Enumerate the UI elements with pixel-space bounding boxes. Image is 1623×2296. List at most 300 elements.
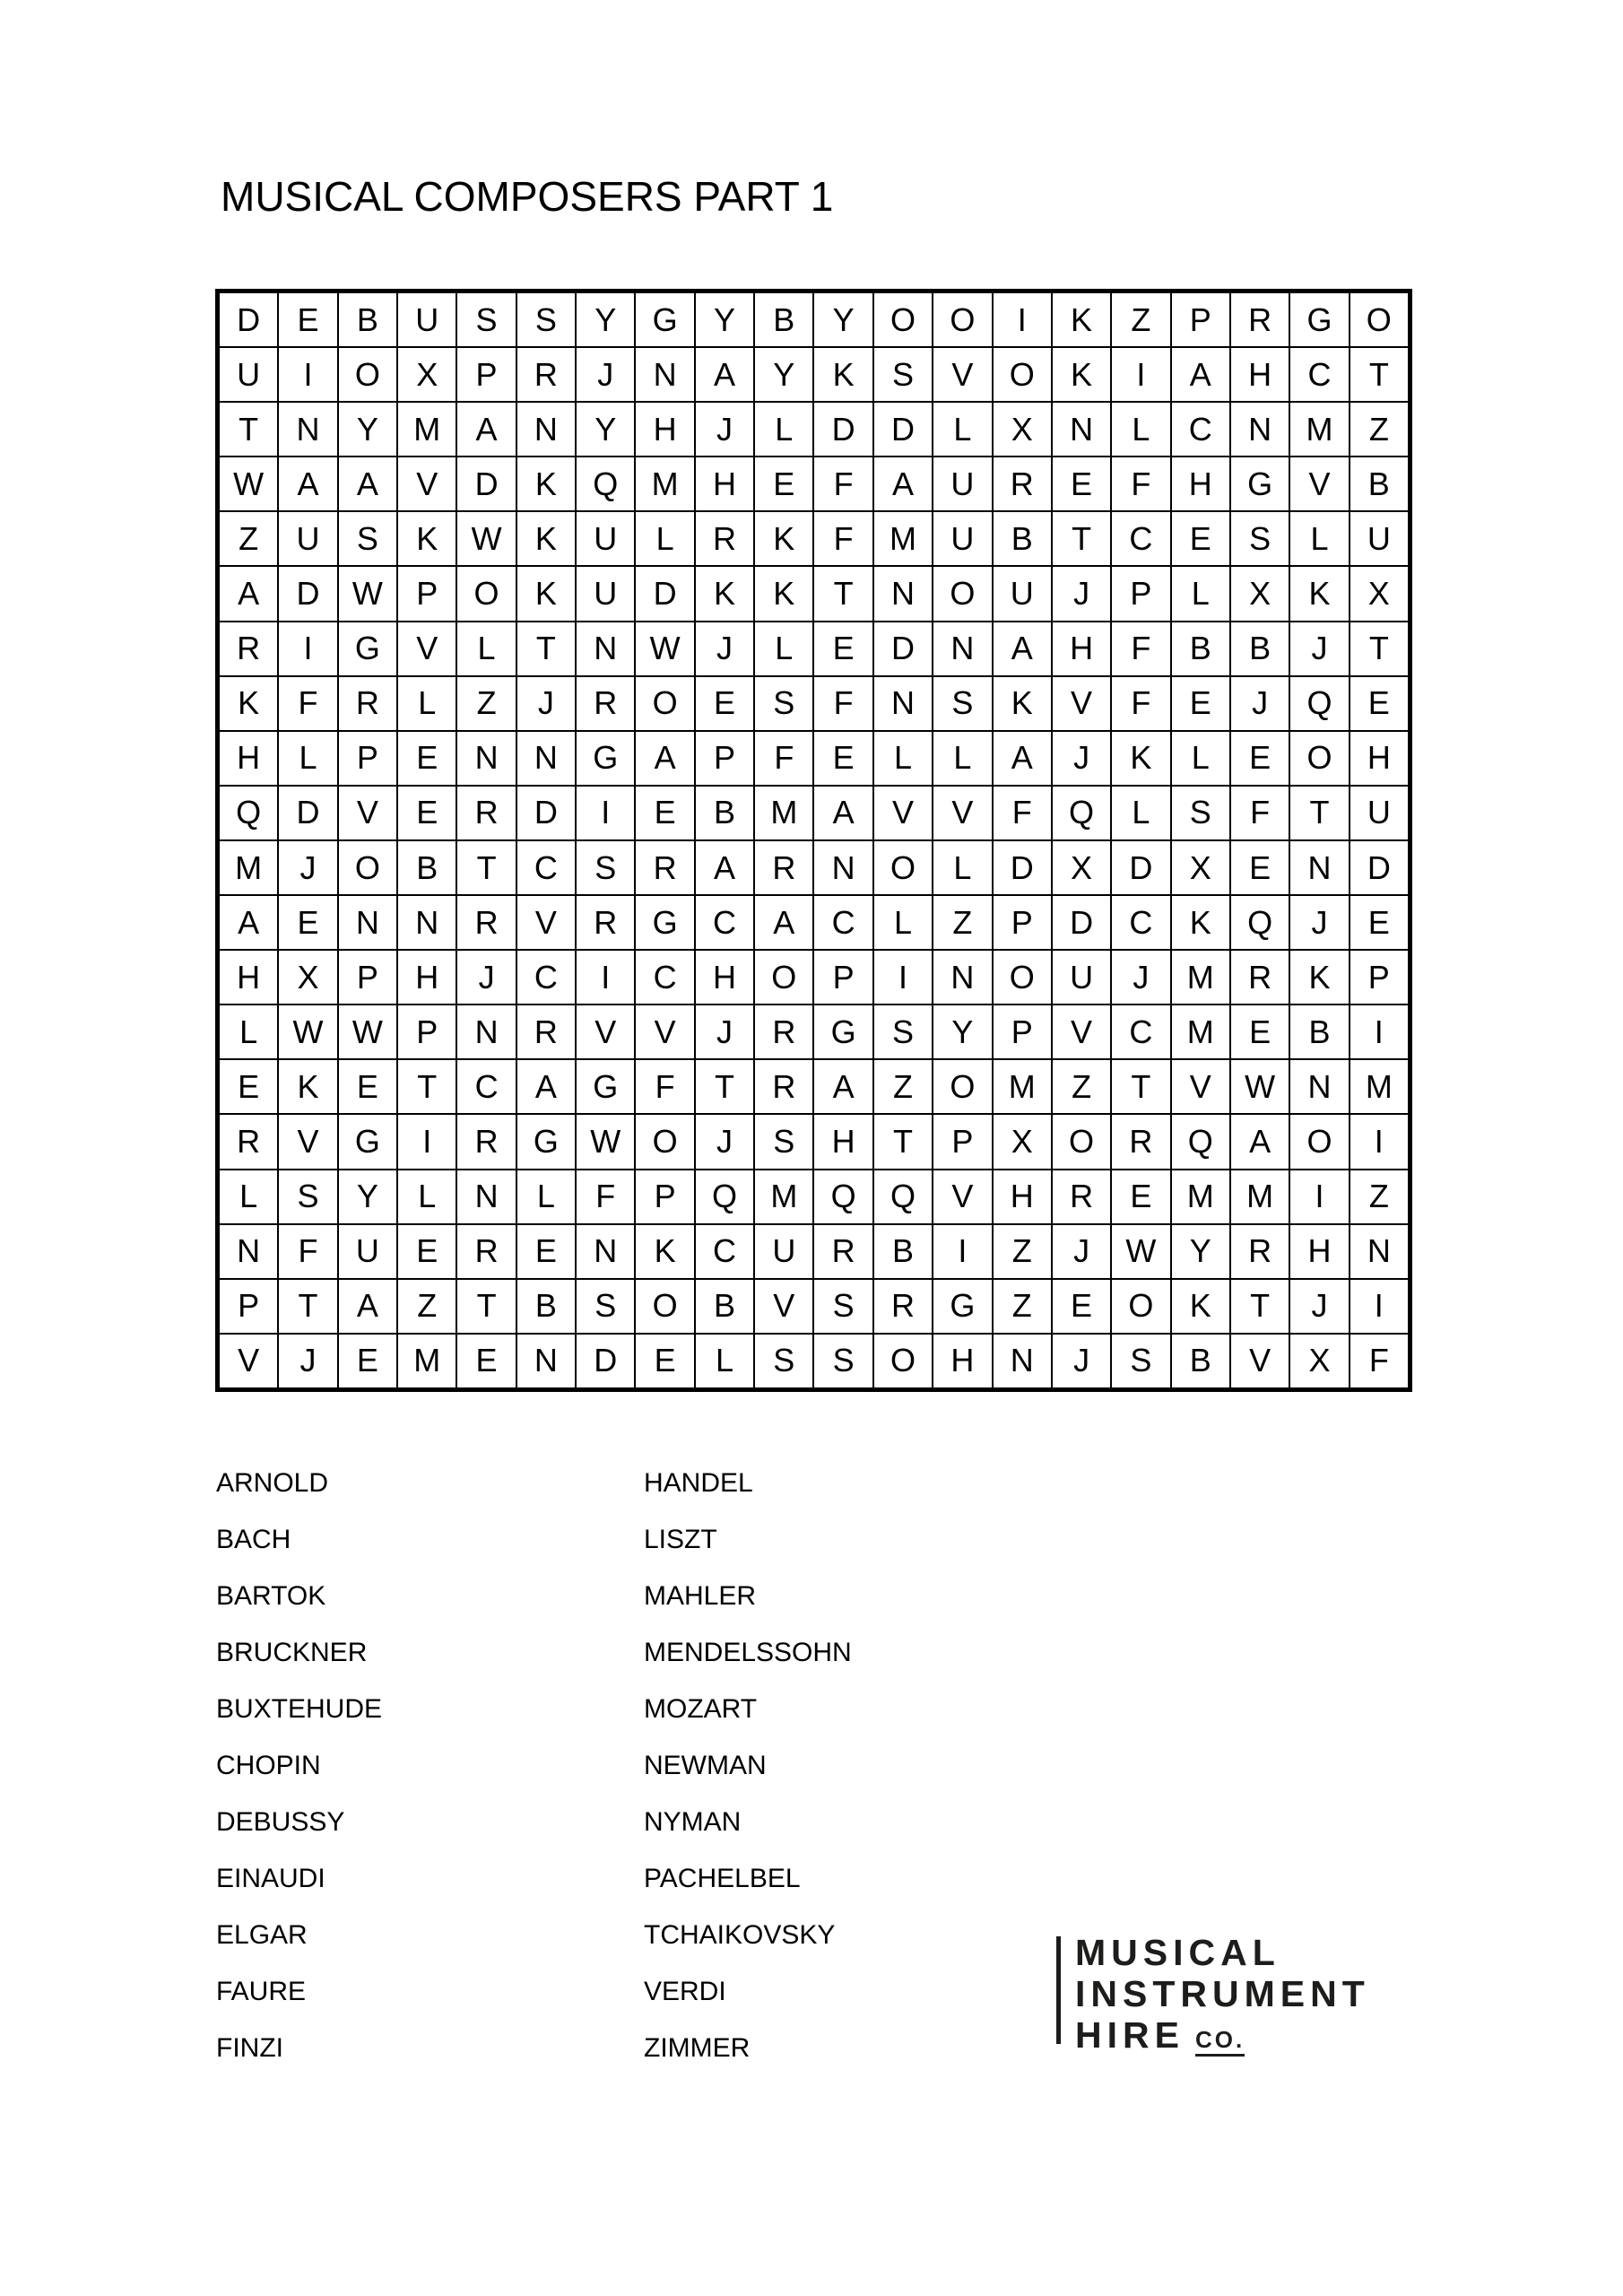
grid-cell-r14-c1: L: [220, 1005, 277, 1058]
grid-cell-r10-c10: M: [755, 787, 812, 839]
grid-cell-r14-c13: Y: [933, 1005, 991, 1058]
word-item-right-2: LISZT: [644, 1525, 717, 1554]
word-item-right-5: MOZART: [644, 1694, 758, 1724]
grid-cell-r7-c10: L: [755, 622, 812, 675]
grid-cell-r8-c9: E: [696, 677, 753, 730]
grid-cell-r1-c3: B: [339, 293, 396, 346]
grid-cell-r2-c3: O: [339, 348, 396, 401]
grid-cell-r17-c20: Z: [1350, 1170, 1408, 1223]
grid-cell-r2-c10: Y: [755, 348, 812, 401]
grid-cell-r7-c13: N: [933, 622, 991, 675]
grid-cell-r2-c16: I: [1112, 348, 1169, 401]
grid-cell-r12-c3: N: [339, 896, 396, 949]
grid-cell-r12-c16: C: [1112, 896, 1169, 949]
grid-cell-r10-c7: I: [577, 787, 634, 839]
grid-cell-r5-c2: U: [279, 512, 336, 565]
grid-cell-r20-c8: E: [636, 1335, 693, 1387]
word-item-right-3: MAHLER: [644, 1581, 757, 1611]
grid-cell-r11-c10: R: [755, 841, 812, 894]
grid-cell-r17-c1: L: [220, 1170, 277, 1223]
grid-cell-r10-c4: E: [398, 787, 456, 839]
grid-cell-r7-c1: R: [220, 622, 277, 675]
grid-cell-r9-c11: E: [814, 732, 872, 785]
grid-cell-r7-c15: H: [1053, 622, 1110, 675]
grid-cell-r18-c10: U: [755, 1225, 812, 1278]
grid-cell-r17-c17: M: [1172, 1170, 1229, 1223]
grid-cell-r20-c5: E: [457, 1335, 515, 1387]
grid-cell-r6-c16: P: [1112, 567, 1169, 620]
grid-cell-r3-c18: N: [1231, 403, 1289, 456]
grid-cell-r16-c20: I: [1350, 1115, 1408, 1168]
grid-cell-r9-c2: L: [279, 732, 336, 785]
grid-cell-r11-c19: N: [1290, 841, 1348, 894]
grid-cell-r12-c19: J: [1290, 896, 1348, 949]
grid-cell-r18-c19: H: [1290, 1225, 1348, 1278]
grid-cell-r1-c15: K: [1053, 293, 1110, 346]
grid-cell-r17-c18: M: [1231, 1170, 1289, 1223]
grid-cell-r10-c12: V: [874, 787, 932, 839]
grid-cell-r5-c12: M: [874, 512, 932, 565]
grid-cell-r15-c9: T: [696, 1060, 753, 1113]
grid-cell-r14-c8: V: [636, 1005, 693, 1058]
grid-cell-r10-c17: S: [1172, 787, 1229, 839]
grid-cell-r13-c11: P: [814, 951, 872, 1004]
grid-cell-r19-c16: O: [1112, 1280, 1169, 1333]
grid-cell-r19-c13: G: [933, 1280, 991, 1333]
grid-cell-r11-c8: R: [636, 841, 693, 894]
grid-cell-r19-c5: T: [457, 1280, 515, 1333]
grid-cell-r13-c14: O: [994, 951, 1051, 1004]
grid-cell-r16-c6: G: [517, 1115, 575, 1168]
grid-cell-r8-c17: E: [1172, 677, 1229, 730]
grid-cell-r2-c20: T: [1350, 348, 1408, 401]
grid-cell-r20-c13: H: [933, 1335, 991, 1387]
grid-cell-r2-c4: X: [398, 348, 456, 401]
grid-cell-r6-c20: X: [1350, 567, 1408, 620]
grid-cell-r18-c14: Z: [994, 1225, 1051, 1278]
grid-cell-r15-c14: M: [994, 1060, 1051, 1113]
word-item-left-11: FINZI: [216, 2033, 283, 2063]
grid-cell-r3-c4: M: [398, 403, 456, 456]
grid-cell-r10-c13: V: [933, 787, 991, 839]
grid-cell-r4-c18: G: [1231, 457, 1289, 510]
grid-cell-r5-c15: T: [1053, 512, 1110, 565]
grid-cell-r18-c3: U: [339, 1225, 396, 1278]
word-list-left: [216, 1455, 382, 2076]
grid-cell-r4-c10: E: [755, 457, 812, 510]
grid-cell-r20-c17: B: [1172, 1335, 1229, 1387]
grid-cell-r1-c2: E: [279, 293, 336, 346]
grid-cell-r6-c4: P: [398, 567, 456, 620]
grid-cell-r6-c2: D: [279, 567, 336, 620]
grid-cell-r10-c2: D: [279, 787, 336, 839]
word-item-right-8: PACHELBEL: [644, 1864, 801, 1893]
grid-cell-r9-c18: E: [1231, 732, 1289, 785]
grid-cell-r5-c5: W: [457, 512, 515, 565]
grid-cell-r15-c4: T: [398, 1060, 456, 1113]
grid-cell-r19-c8: O: [636, 1280, 693, 1333]
grid-cell-r4-c12: A: [874, 457, 932, 510]
grid-cell-r18-c9: C: [696, 1225, 753, 1278]
grid-cell-r4-c2: A: [279, 457, 336, 510]
grid-cell-r19-c20: I: [1350, 1280, 1408, 1333]
grid-cell-r20-c1: V: [220, 1335, 277, 1387]
grid-cell-r9-c14: A: [994, 732, 1051, 785]
grid-cell-r12-c11: C: [814, 896, 872, 949]
grid-cell-r3-c5: A: [457, 403, 515, 456]
grid-cell-r14-c12: S: [874, 1005, 932, 1058]
grid-cell-r7-c18: B: [1231, 622, 1289, 675]
grid-cell-r16-c19: O: [1290, 1115, 1348, 1168]
word-item-right-1: HANDEL: [644, 1468, 753, 1498]
grid-cell-r18-c11: R: [814, 1225, 872, 1278]
grid-cell-r15-c19: N: [1290, 1060, 1348, 1113]
grid-cell-r18-c18: R: [1231, 1225, 1289, 1278]
grid-cell-r18-c15: J: [1053, 1225, 1110, 1278]
grid-cell-r11-c7: S: [577, 841, 634, 894]
grid-cell-r10-c19: T: [1290, 787, 1348, 839]
grid-cell-r15-c13: O: [933, 1060, 991, 1113]
grid-cell-r3-c20: Z: [1350, 403, 1408, 456]
grid-cell-r12-c6: V: [517, 896, 575, 949]
grid-cell-r14-c4: P: [398, 1005, 456, 1058]
grid-cell-r13-c18: R: [1231, 951, 1289, 1004]
grid-cell-r4-c6: K: [517, 457, 575, 510]
word-item-left-6: CHOPIN: [216, 1751, 321, 1780]
grid-cell-r12-c17: K: [1172, 896, 1229, 949]
grid-cell-r2-c15: K: [1053, 348, 1110, 401]
word-item-left-7: DEBUSSY: [216, 1807, 345, 1837]
grid-cell-r10-c18: F: [1231, 787, 1289, 839]
grid-cell-r13-c7: I: [577, 951, 634, 1004]
grid-cell-r15-c11: A: [814, 1060, 872, 1113]
grid-cell-r3-c7: Y: [577, 403, 634, 456]
grid-cell-r15-c16: T: [1112, 1060, 1169, 1113]
grid-cell-r13-c4: H: [398, 951, 456, 1004]
grid-cell-r17-c16: E: [1112, 1170, 1169, 1223]
grid-cell-r14-c15: V: [1053, 1005, 1110, 1058]
grid-cell-r8-c6: J: [517, 677, 575, 730]
grid-cell-r8-c14: K: [994, 677, 1051, 730]
grid-cell-r11-c20: D: [1350, 841, 1408, 894]
grid-cell-r13-c8: C: [636, 951, 693, 1004]
grid-cell-r5-c16: C: [1112, 512, 1169, 565]
grid-cell-r5-c8: L: [636, 512, 693, 565]
grid-cell-r18-c20: N: [1350, 1225, 1408, 1278]
grid-cell-r14-c6: R: [517, 1005, 575, 1058]
grid-cell-r18-c16: W: [1112, 1225, 1169, 1278]
grid-cell-r1-c1: D: [220, 293, 277, 346]
grid-cell-r14-c18: E: [1231, 1005, 1289, 1058]
grid-cell-r12-c9: C: [696, 896, 753, 949]
grid-cell-r9-c7: G: [577, 732, 634, 785]
grid-cell-r10-c6: D: [517, 787, 575, 839]
grid-cell-r17-c15: R: [1053, 1170, 1110, 1223]
grid-cell-r8-c20: E: [1350, 677, 1408, 730]
grid-cell-r18-c17: Y: [1172, 1225, 1229, 1278]
grid-cell-r18-c8: K: [636, 1225, 693, 1278]
grid-cell-r15-c17: V: [1172, 1060, 1229, 1113]
word-item-left-2: BACH: [216, 1525, 291, 1554]
grid-cell-r16-c7: W: [577, 1115, 634, 1168]
grid-cell-r19-c18: T: [1231, 1280, 1289, 1333]
grid-cell-r4-c16: F: [1112, 457, 1169, 510]
grid-cell-r13-c3: P: [339, 951, 396, 1004]
grid-cell-r15-c5: C: [457, 1060, 515, 1113]
logo-hire-label: HIRE: [1075, 2014, 1185, 2056]
grid-cell-r19-c9: B: [696, 1280, 753, 1333]
grid-cell-r12-c8: G: [636, 896, 693, 949]
grid-cell-r11-c4: B: [398, 841, 456, 894]
grid-cell-r7-c20: T: [1350, 622, 1408, 675]
grid-cell-r20-c16: S: [1112, 1335, 1169, 1387]
grid-cell-r12-c12: L: [874, 896, 932, 949]
grid-cell-r9-c4: E: [398, 732, 456, 785]
grid-cell-r18-c13: I: [933, 1225, 991, 1278]
grid-cell-r13-c17: M: [1172, 951, 1229, 1004]
grid-cell-r2-c2: I: [279, 348, 336, 401]
grid-cell-r10-c3: V: [339, 787, 396, 839]
grid-cell-r1-c20: O: [1350, 293, 1408, 346]
grid-cell-r1-c5: S: [457, 293, 515, 346]
grid-cell-r6-c6: K: [517, 567, 575, 620]
grid-cell-r19-c14: Z: [994, 1280, 1051, 1333]
logo-line-musical: MUSICAL: [1075, 1932, 1280, 1973]
grid-cell-r14-c19: B: [1290, 1005, 1348, 1058]
grid-cell-r16-c16: R: [1112, 1115, 1169, 1168]
grid-cell-r11-c6: C: [517, 841, 575, 894]
grid-cell-r9-c12: L: [874, 732, 932, 785]
grid-cell-r3-c10: L: [755, 403, 812, 456]
word-item-left-5: BUXTEHUDE: [216, 1694, 383, 1724]
grid-cell-r9-c8: A: [636, 732, 693, 785]
grid-cell-r17-c13: V: [933, 1170, 991, 1223]
grid-cell-r3-c15: N: [1053, 403, 1110, 456]
grid-cell-r3-c8: H: [636, 403, 693, 456]
grid-cell-r2-c5: P: [457, 348, 515, 401]
grid-cell-r6-c19: K: [1290, 567, 1348, 620]
grid-cell-r16-c2: V: [279, 1115, 336, 1168]
grid-cell-r20-c19: X: [1290, 1335, 1348, 1387]
grid-cell-r4-c8: M: [636, 457, 693, 510]
grid-cell-r15-c1: E: [220, 1060, 277, 1113]
grid-cell-r9-c9: P: [696, 732, 753, 785]
grid-cell-r2-c14: O: [994, 348, 1051, 401]
grid-cell-r10-c15: Q: [1053, 787, 1110, 839]
grid-cell-r2-c18: H: [1231, 348, 1289, 401]
word-item-right-9: TCHAIKOVSKY: [644, 1920, 836, 1950]
grid-cell-r16-c11: H: [814, 1115, 872, 1168]
grid-cell-r8-c13: S: [933, 677, 991, 730]
grid-cell-r3-c1: T: [220, 403, 277, 456]
grid-cell-r8-c7: R: [577, 677, 634, 730]
grid-cell-r20-c4: M: [398, 1335, 456, 1387]
grid-cell-r9-c17: L: [1172, 732, 1229, 785]
grid-cell-r5-c9: R: [696, 512, 753, 565]
grid-cell-r19-c1: P: [220, 1280, 277, 1333]
grid-cell-r7-c6: T: [517, 622, 575, 675]
grid-cell-r2-c11: K: [814, 348, 872, 401]
grid-cell-r10-c5: R: [457, 787, 515, 839]
grid-cell-r6-c15: J: [1053, 567, 1110, 620]
grid-cell-r17-c12: Q: [874, 1170, 932, 1223]
grid-cell-r6-c13: O: [933, 567, 991, 620]
logo-co-suffix: CO.: [1195, 2026, 1245, 2057]
grid-cell-r11-c15: X: [1053, 841, 1110, 894]
grid-cell-r1-c7: Y: [577, 293, 634, 346]
grid-cell-r1-c8: G: [636, 293, 693, 346]
grid-cell-r19-c12: R: [874, 1280, 932, 1333]
grid-cell-r3-c2: N: [279, 403, 336, 456]
grid-cell-r10-c11: A: [814, 787, 872, 839]
grid-cell-r19-c4: Z: [398, 1280, 456, 1333]
grid-cell-r15-c7: G: [577, 1060, 634, 1113]
grid-cell-r19-c2: T: [279, 1280, 336, 1333]
grid-cell-r3-c6: N: [517, 403, 575, 456]
page-title: MUSICAL COMPOSERS PART 1: [221, 173, 834, 220]
grid-cell-r1-c16: Z: [1112, 293, 1169, 346]
grid-cell-r11-c14: D: [994, 841, 1051, 894]
grid-cell-r3-c16: L: [1112, 403, 1169, 456]
grid-cell-r17-c19: I: [1290, 1170, 1348, 1223]
grid-cell-r20-c18: V: [1231, 1335, 1289, 1387]
grid-cell-r15-c18: W: [1231, 1060, 1289, 1113]
word-item-left-10: FAURE: [216, 1977, 307, 2006]
grid-cell-r12-c2: E: [279, 896, 336, 949]
grid-cell-r4-c15: E: [1053, 457, 1110, 510]
grid-cell-r4-c1: W: [220, 457, 277, 510]
grid-cell-r7-c4: V: [398, 622, 456, 675]
grid-cell-r12-c15: D: [1053, 896, 1110, 949]
grid-cell-r13-c15: U: [1053, 951, 1110, 1004]
grid-cell-r15-c15: Z: [1053, 1060, 1110, 1113]
grid-cell-r19-c17: K: [1172, 1280, 1229, 1333]
grid-cell-r9-c3: P: [339, 732, 396, 785]
grid-cell-r4-c19: V: [1290, 457, 1348, 510]
grid-cell-r7-c5: L: [457, 622, 515, 675]
grid-cell-r5-c6: K: [517, 512, 575, 565]
grid-cell-r6-c18: X: [1231, 567, 1289, 620]
grid-cell-r3-c11: D: [814, 403, 872, 456]
grid-cell-r20-c3: E: [339, 1335, 396, 1387]
grid-cell-r7-c8: W: [636, 622, 693, 675]
grid-cell-r5-c4: K: [398, 512, 456, 565]
grid-cell-r18-c12: B: [874, 1225, 932, 1278]
grid-cell-r10-c1: Q: [220, 787, 277, 839]
grid-cell-r6-c1: A: [220, 567, 277, 620]
grid-cell-r7-c2: I: [279, 622, 336, 675]
word-item-right-10: VERDI: [644, 1977, 726, 2006]
grid-cell-r5-c20: U: [1350, 512, 1408, 565]
grid-cell-r14-c14: P: [994, 1005, 1051, 1058]
grid-cell-r18-c5: R: [457, 1225, 515, 1278]
grid-cell-r9-c10: F: [755, 732, 812, 785]
grid-cell-r9-c19: O: [1290, 732, 1348, 785]
grid-cell-r4-c17: H: [1172, 457, 1229, 510]
grid-cell-r2-c8: N: [636, 348, 693, 401]
grid-cell-r17-c10: M: [755, 1170, 812, 1223]
grid-cell-r1-c18: R: [1231, 293, 1289, 346]
grid-cell-r9-c5: N: [457, 732, 515, 785]
grid-cell-r20-c11: S: [814, 1335, 872, 1387]
grid-cell-r3-c14: X: [994, 403, 1051, 456]
grid-cell-r1-c19: G: [1290, 293, 1348, 346]
grid-cell-r13-c13: N: [933, 951, 991, 1004]
grid-cell-r7-c17: B: [1172, 622, 1229, 675]
grid-cell-r7-c16: F: [1112, 622, 1169, 675]
grid-cell-r4-c9: H: [696, 457, 753, 510]
grid-cell-r8-c18: J: [1231, 677, 1289, 730]
grid-cell-r3-c3: Y: [339, 403, 396, 456]
grid-cell-r5-c10: K: [755, 512, 812, 565]
grid-cell-r15-c20: M: [1350, 1060, 1408, 1113]
grid-cell-r17-c7: F: [577, 1170, 634, 1223]
grid-cell-r12-c14: P: [994, 896, 1051, 949]
grid-cell-r12-c10: A: [755, 896, 812, 949]
grid-cell-r4-c14: R: [994, 457, 1051, 510]
grid-cell-r10-c14: F: [994, 787, 1051, 839]
grid-cell-r2-c19: C: [1290, 348, 1348, 401]
grid-cell-r8-c12: N: [874, 677, 932, 730]
grid-cell-r8-c15: V: [1053, 677, 1110, 730]
grid-cell-r1-c11: Y: [814, 293, 872, 346]
grid-cell-r17-c6: L: [517, 1170, 575, 1223]
grid-cell-r14-c9: J: [696, 1005, 753, 1058]
grid-cell-r16-c9: J: [696, 1115, 753, 1168]
grid-cell-r13-c20: P: [1350, 951, 1408, 1004]
grid-cell-r1-c13: O: [933, 293, 991, 346]
grid-cell-r14-c20: I: [1350, 1005, 1408, 1058]
grid-cell-r11-c12: O: [874, 841, 932, 894]
grid-cell-r6-c9: K: [696, 567, 753, 620]
grid-cell-r14-c16: C: [1112, 1005, 1169, 1058]
grid-cell-r16-c4: I: [398, 1115, 456, 1168]
grid-cell-r6-c14: U: [994, 567, 1051, 620]
grid-cell-r4-c4: V: [398, 457, 456, 510]
grid-cell-r9-c13: L: [933, 732, 991, 785]
grid-cell-r1-c6: S: [517, 293, 575, 346]
grid-cell-r16-c8: O: [636, 1115, 693, 1168]
grid-cell-r17-c14: H: [994, 1170, 1051, 1223]
grid-cell-r7-c9: J: [696, 622, 753, 675]
grid-cell-r2-c12: S: [874, 348, 932, 401]
grid-cell-r8-c10: S: [755, 677, 812, 730]
grid-cell-r18-c2: F: [279, 1225, 336, 1278]
grid-cell-r19-c15: E: [1053, 1280, 1110, 1333]
grid-cell-r3-c19: M: [1290, 403, 1348, 456]
grid-cell-r6-c7: U: [577, 567, 634, 620]
grid-cell-r20-c15: J: [1053, 1335, 1110, 1387]
grid-cell-r8-c19: Q: [1290, 677, 1348, 730]
grid-cell-r19-c10: V: [755, 1280, 812, 1333]
word-item-right-4: MENDELSSOHN: [644, 1638, 852, 1667]
grid-cell-r11-c2: J: [279, 841, 336, 894]
grid-cell-r14-c2: W: [279, 1005, 336, 1058]
grid-cell-r1-c9: Y: [696, 293, 753, 346]
grid-cell-r12-c1: A: [220, 896, 277, 949]
grid-cell-r20-c6: N: [517, 1335, 575, 1387]
grid-cell-r12-c7: R: [577, 896, 634, 949]
grid-cell-r13-c2: X: [279, 951, 336, 1004]
grid-cell-r4-c13: U: [933, 457, 991, 510]
grid-cell-r4-c3: A: [339, 457, 396, 510]
grid-cell-r17-c11: Q: [814, 1170, 872, 1223]
grid-cell-r10-c8: E: [636, 787, 693, 839]
grid-cell-r15-c8: F: [636, 1060, 693, 1113]
logo-line-instrument: INSTRUMENT: [1075, 1973, 1370, 2014]
grid-cell-r16-c18: A: [1231, 1115, 1289, 1168]
word-item-right-7: NYMAN: [644, 1807, 742, 1837]
